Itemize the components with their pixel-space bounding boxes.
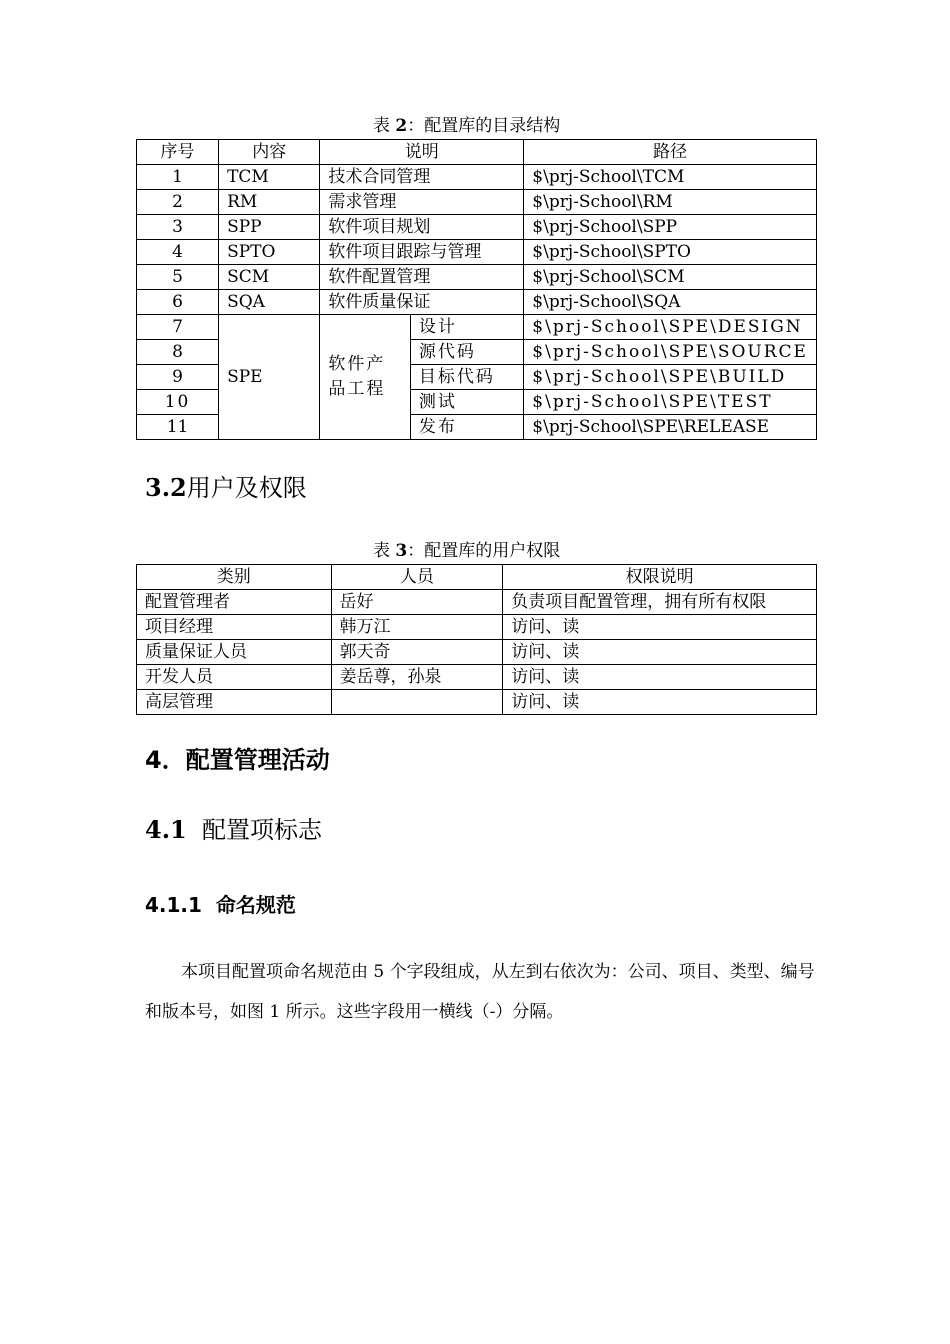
header-cell: 序号 (137, 140, 219, 165)
table-row (137, 165, 817, 190)
row-permission: 负责项目配置管理，拥有所有权限 (503, 590, 817, 615)
directory-structure-table (136, 139, 817, 440)
row-number: 4 (137, 240, 219, 265)
header-cell: 人员 (331, 565, 503, 590)
spe-content-cell: SPE (219, 315, 320, 440)
user-permissions-table (136, 564, 817, 715)
row-subitem: 源代码 (410, 340, 523, 365)
header-cell: 类别 (137, 565, 332, 590)
row-person: 郭天奇 (331, 640, 503, 665)
row-path: $\prj-School\SQA (524, 290, 817, 315)
row-number: 8 (137, 340, 219, 365)
row-permission: 访问、读 (503, 665, 817, 690)
table2-caption: 表 2：配置库的目录结构 (373, 116, 561, 136)
row-person: 岳好 (331, 590, 503, 615)
row-path: $\prj-School\SPE\SOURCE (524, 340, 817, 365)
row-content: SCM (219, 265, 320, 290)
row-number: 5 (137, 265, 219, 290)
section-heading-3-2: 3.2用户及权限 (145, 473, 307, 502)
header-cell: 路径 (524, 140, 817, 165)
paragraph-text: 本项目配置项命名规范由 5 个字段组成，从左到右依次为：公司、项目、类型、编号和版本号，如图 1 所示。这些字段用一横线（-）分隔。 (145, 962, 815, 1022)
row-category: 质量保证人员 (137, 640, 332, 665)
section-heading-4-1: 4.1 配置项标志 (145, 815, 323, 844)
table-header-row (137, 140, 817, 165)
row-person: 姜岳尊，孙泉 (331, 665, 503, 690)
table-row (137, 190, 817, 215)
row-content: SPTO (219, 240, 320, 265)
row-category: 项目经理 (137, 615, 332, 640)
row-content: RM (219, 190, 320, 215)
table-row (137, 640, 817, 665)
row-person (331, 690, 503, 715)
row-description: 技术合同管理 (320, 165, 524, 190)
row-subitem: 发布 (410, 415, 523, 440)
table-row (137, 290, 817, 315)
header-cell: 权限说明 (503, 565, 817, 590)
row-content: SQA (219, 290, 320, 315)
table-row (137, 665, 817, 690)
table-row (137, 240, 817, 265)
section-heading-4: 4．配置管理活动 (145, 746, 330, 774)
table-row (137, 215, 817, 240)
row-permission: 访问、读 (503, 615, 817, 640)
row-permission: 访问、读 (503, 690, 817, 715)
row-number: 1 (137, 165, 219, 190)
body-paragraph (145, 952, 825, 1032)
row-number: 7 (137, 315, 219, 340)
row-subitem: 测试 (410, 390, 523, 415)
row-permission: 访问、读 (503, 640, 817, 665)
row-path: $\prj-School\SPE\BUILD (524, 365, 817, 390)
table-row (137, 690, 817, 715)
table-row (137, 615, 817, 640)
row-number: 6 (137, 290, 219, 315)
row-subitem: 目标代码 (410, 365, 523, 390)
table-row (137, 265, 817, 290)
header-cell: 说明 (320, 140, 524, 165)
table3-caption: 表 3：配置库的用户权限 (373, 541, 561, 561)
row-category: 开发人员 (137, 665, 332, 690)
row-description: 软件项目跟踪与管理 (320, 240, 524, 265)
row-path: $\prj-School\RM (524, 190, 817, 215)
row-number: 10 (137, 390, 219, 415)
table-row (137, 315, 817, 340)
row-category: 配置管理者 (137, 590, 332, 615)
section-heading-4-1-1: 4.1.1 命名规范 (145, 893, 296, 917)
row-description: 软件质量保证 (320, 290, 524, 315)
row-description: 软件配置管理 (320, 265, 524, 290)
row-content: TCM (219, 165, 320, 190)
table-row (137, 590, 817, 615)
row-description: 需求管理 (320, 190, 524, 215)
row-number: 9 (137, 365, 219, 390)
row-category: 高层管理 (137, 690, 332, 715)
row-number: 3 (137, 215, 219, 240)
row-path: $\prj-School\TCM (524, 165, 817, 190)
row-path: $\prj-School\SPE\TEST (524, 390, 817, 415)
row-path: $\prj-School\SPTO (524, 240, 817, 265)
row-number: 2 (137, 190, 219, 215)
row-path: $\prj-School\SPP (524, 215, 817, 240)
row-path: $\prj-School\SPE\RELEASE (524, 415, 817, 440)
row-person: 韩万江 (331, 615, 503, 640)
row-description: 软件项目规划 (320, 215, 524, 240)
row-number: 11 (137, 415, 219, 440)
row-subitem: 设计 (410, 315, 523, 340)
row-path: $\prj-School\SPE\DESIGN (524, 315, 817, 340)
row-content: SPP (219, 215, 320, 240)
row-path: $\prj-School\SCM (524, 265, 817, 290)
table-header-row (137, 565, 817, 590)
header-cell: 内容 (219, 140, 320, 165)
spe-description-cell: 软件产品工程 (320, 315, 411, 440)
